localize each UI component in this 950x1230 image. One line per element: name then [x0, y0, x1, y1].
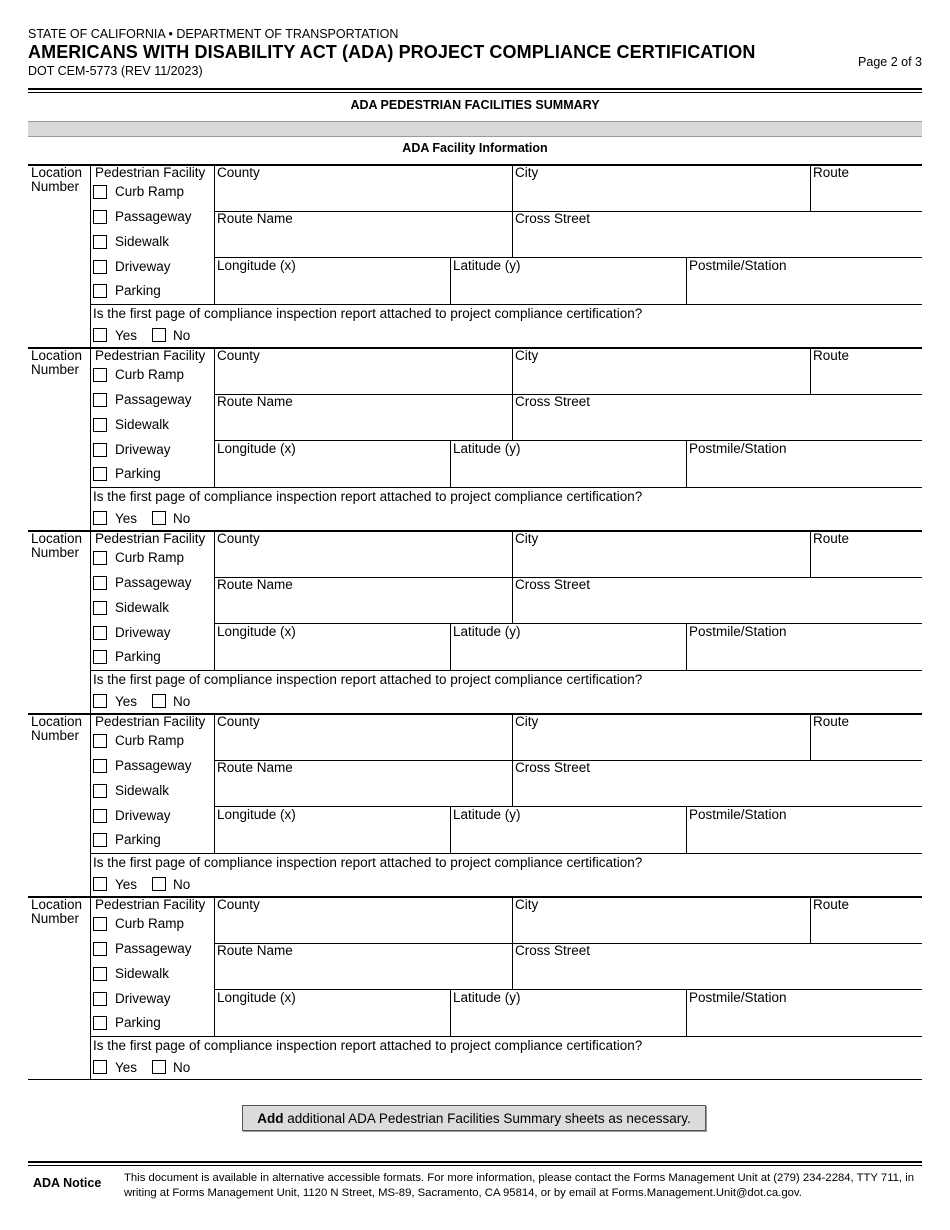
latitude-field[interactable] [451, 1005, 685, 1035]
location-number-field[interactable] [28, 564, 89, 669]
no-checkbox[interactable] [152, 1060, 166, 1074]
driveway-label: Driveway [115, 442, 171, 457]
sidewalk-checkbox[interactable] [93, 784, 107, 798]
col-divider [90, 896, 91, 1079]
location-label: Location [31, 531, 83, 546]
yes-checkbox[interactable] [93, 328, 107, 342]
col-divider [90, 530, 91, 713]
curb-ramp-checkbox[interactable] [93, 917, 107, 931]
cross-street-label: Cross Street [515, 760, 591, 775]
yes-label: Yes [115, 877, 138, 892]
no-label: No [173, 511, 191, 526]
postmile-label: Postmile/Station [689, 990, 787, 1005]
number-label: Number [31, 179, 80, 194]
sidewalk-checkbox[interactable] [93, 235, 107, 249]
attachment-question: Is the first page of compliance inspection report attached to project compliance certification? [93, 306, 643, 321]
longitude-field[interactable] [215, 822, 449, 852]
form-number: DOT CEM-5773 (REV 11/2023) [28, 64, 203, 78]
driveway-label: Driveway [115, 259, 171, 274]
route-name-label: Route Name [217, 943, 293, 958]
county-label: County [217, 348, 260, 363]
route-label: Route [813, 165, 850, 180]
yes-label: Yes [115, 694, 138, 709]
parking-checkbox[interactable] [93, 833, 107, 847]
route-name-field[interactable] [215, 958, 511, 988]
postmile-label: Postmile/Station [689, 441, 787, 456]
latitude-field[interactable] [451, 822, 685, 852]
col-divider [90, 713, 91, 896]
route-name-label: Route Name [217, 394, 293, 409]
pedestrian-facility-label: Pedestrian Facility [95, 165, 206, 180]
county-field[interactable] [215, 912, 511, 942]
curb-ramp-checkbox[interactable] [93, 185, 107, 199]
driveway-checkbox[interactable] [93, 260, 107, 274]
longitude-label: Longitude (x) [217, 807, 296, 822]
row-divider [90, 304, 922, 305]
sidewalk-checkbox[interactable] [93, 601, 107, 615]
location-label: Location [31, 165, 83, 180]
postmile-field[interactable] [687, 639, 921, 669]
parking-label: Parking [115, 466, 161, 481]
route-label: Route [813, 714, 850, 729]
subsection-title: ADA Facility Information [402, 141, 548, 155]
pedestrian-facility-label: Pedestrian Facility [95, 714, 206, 729]
cross-street-label: Cross Street [515, 211, 591, 226]
longitude-field[interactable] [215, 1005, 449, 1035]
number-label: Number [31, 545, 80, 560]
col-divider [90, 164, 91, 347]
header-rule-thin [28, 92, 922, 93]
passageway-label: Passageway [115, 209, 192, 224]
section-title: ADA PEDESTRIAN FACILITIES SUMMARY [350, 98, 600, 112]
add-text: additional ADA Pedestrian Facilities Summary sheets as necessary. [283, 1111, 691, 1126]
route-name-field[interactable] [215, 775, 511, 805]
row-divider [214, 440, 922, 441]
row-divider [214, 623, 922, 624]
county-label: County [217, 165, 260, 180]
driveway-label: Driveway [115, 991, 171, 1006]
passageway-checkbox[interactable] [93, 393, 107, 407]
yes-checkbox[interactable] [93, 511, 107, 525]
no-checkbox[interactable] [152, 511, 166, 525]
cross-street-label: Cross Street [515, 577, 591, 592]
parking-label: Parking [115, 283, 161, 298]
ada-notice-text: This document is available in alternative accessible formats. For more information, please contact the Forms Management Unit at (279) 234-2284, TTY 711, in writing at Forms Management Unit, 1120 N Street, MS-89, Sacramento, CA 95814, or by email at Forms.Management.Unit@dot.ca.gov. [124, 1172, 914, 1199]
passageway-checkbox[interactable] [93, 759, 107, 773]
sidewalk-label: Sidewalk [115, 417, 170, 432]
curb-ramp-label: Curb Ramp [115, 733, 185, 748]
yes-label: Yes [115, 1060, 138, 1075]
parking-checkbox[interactable] [93, 284, 107, 298]
postmile-label: Postmile/Station [689, 624, 787, 639]
row-divider [214, 806, 922, 807]
row-divider [214, 257, 922, 258]
cross-street-label: Cross Street [515, 943, 591, 958]
curb-ramp-label: Curb Ramp [115, 916, 185, 931]
yes-label: Yes [115, 328, 138, 343]
passageway-label: Passageway [115, 392, 192, 407]
number-label: Number [31, 728, 80, 743]
location-block [28, 713, 922, 896]
driveway-checkbox[interactable] [93, 443, 107, 457]
add-sheets-button[interactable] [242, 1105, 706, 1131]
location-number-field[interactable] [28, 747, 89, 852]
no-label: No [173, 694, 191, 709]
driveway-checkbox[interactable] [93, 809, 107, 823]
no-label: No [173, 1060, 191, 1075]
cross-street-label: Cross Street [515, 394, 591, 409]
driveway-label: Driveway [115, 808, 171, 823]
county-label: County [217, 714, 260, 729]
latitude-field[interactable] [451, 273, 685, 303]
sidewalk-label: Sidewalk [115, 966, 170, 981]
postmile-label: Postmile/Station [689, 258, 787, 273]
yes-checkbox[interactable] [93, 694, 107, 708]
location-number-field[interactable] [28, 930, 89, 1035]
parking-label: Parking [115, 649, 161, 664]
row-divider [90, 487, 922, 488]
postmile-field[interactable] [687, 822, 921, 852]
footer-rule-thin [28, 1165, 922, 1166]
location-block [28, 530, 922, 713]
location-number-field[interactable] [28, 198, 89, 303]
footer-rule [28, 1161, 922, 1163]
passageway-checkbox[interactable] [93, 210, 107, 224]
longitude-label: Longitude (x) [217, 990, 296, 1005]
curb-ramp-label: Curb Ramp [115, 184, 185, 199]
route-field[interactable] [811, 912, 921, 942]
longitude-field[interactable] [215, 456, 449, 486]
driveway-checkbox[interactable] [93, 992, 107, 1006]
latitude-field[interactable] [451, 639, 685, 669]
location-block [28, 347, 922, 530]
yes-checkbox[interactable] [93, 1060, 107, 1074]
cross-street-field[interactable] [513, 409, 921, 439]
attachment-question: Is the first page of compliance inspection report attached to project compliance certification? [93, 672, 643, 687]
latitude-label: Latitude (y) [453, 441, 521, 456]
passageway-checkbox[interactable] [93, 576, 107, 590]
parking-label: Parking [115, 1015, 161, 1030]
ada-notice-label: ADA Notice [33, 1176, 102, 1190]
location-label: Location [31, 348, 83, 363]
latitude-label: Latitude (y) [453, 990, 521, 1005]
number-label: Number [31, 911, 80, 926]
city-label: City [515, 165, 539, 180]
route-name-label: Route Name [217, 577, 293, 592]
page-indicator: Page 2 of 3 [858, 55, 922, 69]
postmile-label: Postmile/Station [689, 807, 787, 822]
longitude-label: Longitude (x) [217, 441, 296, 456]
route-name-field[interactable] [215, 226, 511, 256]
city-label: City [515, 897, 539, 912]
cross-street-field[interactable] [513, 775, 921, 805]
longitude-label: Longitude (x) [217, 624, 296, 639]
yes-checkbox[interactable] [93, 877, 107, 891]
city-field[interactable] [513, 912, 809, 942]
section-divider-bar [28, 121, 922, 137]
attachment-question: Is the first page of compliance inspection report attached to project compliance certification? [93, 1038, 643, 1053]
curb-ramp-checkbox[interactable] [93, 734, 107, 748]
location-number-field[interactable] [28, 381, 89, 486]
no-checkbox[interactable] [152, 328, 166, 342]
city-field[interactable] [513, 729, 809, 759]
latitude-label: Latitude (y) [453, 258, 521, 273]
cross-street-field[interactable] [513, 958, 921, 988]
location-block [28, 896, 922, 1079]
curb-ramp-checkbox[interactable] [93, 368, 107, 382]
city-label: City [515, 531, 539, 546]
no-label: No [173, 877, 191, 892]
attachment-question: Is the first page of compliance inspection report attached to project compliance certification? [93, 489, 643, 504]
agency-line: STATE OF CALIFORNIA • DEPARTMENT OF TRANSPORTATION [28, 27, 399, 41]
route-field[interactable] [811, 729, 921, 759]
route-field[interactable] [811, 180, 921, 210]
block-bottom-rule [28, 1079, 922, 1080]
route-field[interactable] [811, 363, 921, 393]
latitude-label: Latitude (y) [453, 807, 521, 822]
route-label: Route [813, 531, 850, 546]
postmile-field[interactable] [687, 456, 921, 486]
parking-checkbox[interactable] [93, 467, 107, 481]
location-label: Location [31, 897, 83, 912]
row-divider [214, 989, 922, 990]
route-name-label: Route Name [217, 211, 293, 226]
no-label: No [173, 328, 191, 343]
postmile-field[interactable] [687, 273, 921, 303]
county-label: County [217, 531, 260, 546]
location-block [28, 164, 922, 347]
sidewalk-label: Sidewalk [115, 600, 170, 615]
driveway-checkbox[interactable] [93, 626, 107, 640]
city-field[interactable] [513, 363, 809, 393]
col-divider [90, 347, 91, 530]
route-label: Route [813, 348, 850, 363]
city-field[interactable] [513, 180, 809, 210]
no-checkbox[interactable] [152, 694, 166, 708]
longitude-field[interactable] [215, 273, 449, 303]
location-label: Location [31, 714, 83, 729]
postmile-field[interactable] [687, 1005, 921, 1035]
pedestrian-facility-label: Pedestrian Facility [95, 531, 206, 546]
pedestrian-facility-label: Pedestrian Facility [95, 897, 206, 912]
driveway-label: Driveway [115, 625, 171, 640]
route-name-label: Route Name [217, 760, 293, 775]
parking-label: Parking [115, 832, 161, 847]
cross-street-field[interactable] [513, 226, 921, 256]
county-field[interactable] [215, 546, 511, 576]
curb-ramp-label: Curb Ramp [115, 550, 185, 565]
passageway-label: Passageway [115, 758, 192, 773]
parking-checkbox[interactable] [93, 1016, 107, 1030]
sidewalk-label: Sidewalk [115, 783, 170, 798]
sidewalk-checkbox[interactable] [93, 418, 107, 432]
passageway-checkbox[interactable] [93, 942, 107, 956]
passageway-label: Passageway [115, 575, 192, 590]
curb-ramp-label: Curb Ramp [115, 367, 185, 382]
yes-label: Yes [115, 511, 138, 526]
route-field[interactable] [811, 546, 921, 576]
route-name-field[interactable] [215, 592, 511, 622]
curb-ramp-checkbox[interactable] [93, 551, 107, 565]
longitude-field[interactable] [215, 639, 449, 669]
number-label: Number [31, 362, 80, 377]
city-field[interactable] [513, 546, 809, 576]
latitude-label: Latitude (y) [453, 624, 521, 639]
county-label: County [217, 897, 260, 912]
add-bold: Add [257, 1111, 284, 1126]
passageway-label: Passageway [115, 941, 192, 956]
row-divider [90, 1036, 922, 1037]
cross-street-field[interactable] [513, 592, 921, 622]
route-name-field[interactable] [215, 409, 511, 439]
header-rule [28, 88, 922, 90]
county-field[interactable] [215, 363, 511, 393]
sidewalk-label: Sidewalk [115, 234, 170, 249]
no-checkbox[interactable] [152, 877, 166, 891]
parking-checkbox[interactable] [93, 650, 107, 664]
row-divider [90, 670, 922, 671]
attachment-question: Is the first page of compliance inspection report attached to project compliance certification? [93, 855, 643, 870]
sidewalk-checkbox[interactable] [93, 967, 107, 981]
route-label: Route [813, 897, 850, 912]
latitude-field[interactable] [451, 456, 685, 486]
county-field[interactable] [215, 180, 511, 210]
longitude-label: Longitude (x) [217, 258, 296, 273]
city-label: City [515, 348, 539, 363]
county-field[interactable] [215, 729, 511, 759]
city-label: City [515, 714, 539, 729]
form-title: AMERICANS WITH DISABILITY ACT (ADA) PROJECT COMPLIANCE CERTIFICATION [28, 42, 756, 62]
row-divider [90, 853, 922, 854]
pedestrian-facility-label: Pedestrian Facility [95, 348, 206, 363]
